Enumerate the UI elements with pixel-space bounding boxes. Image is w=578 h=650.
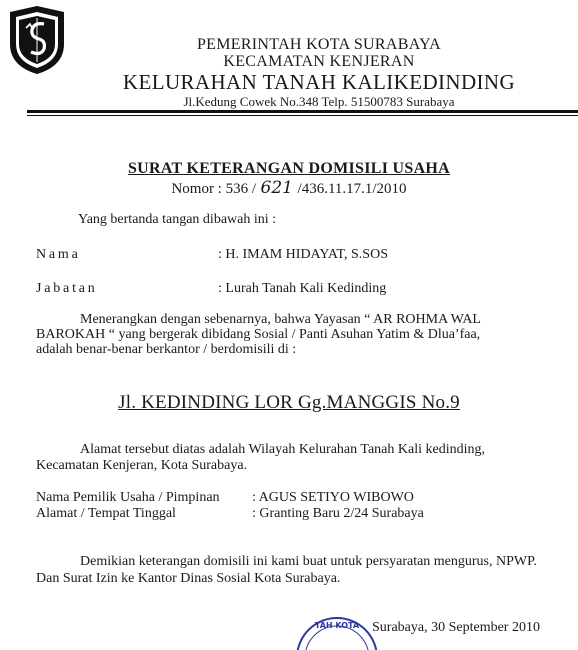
- nomor-prefix: Nomor : 536 /: [171, 181, 257, 197]
- surabaya-crest-icon: [6, 4, 68, 76]
- document-title: SURAT KETERANGAN DOMISILI USAHA: [127, 160, 451, 177]
- domicile-address: Jl. KEDINDING LOR Gg.MANGGIS No.9: [118, 392, 460, 413]
- paragraph-3: [36, 553, 537, 587]
- letterhead-address: Jl.Kedung Cowek No.348 Telp. 51500783 Surabaya: [183, 94, 455, 109]
- intro-text: Yang bertanda tangan dibawah ini :: [78, 212, 277, 227]
- signatory-position-value: : Lurah Tanah Kali Kedinding: [218, 281, 387, 296]
- paragraph-1-line: Menerangkan dengan sebenarnya, bahwa Yayasan “ AR ROHMA WAL: [80, 312, 481, 327]
- residence-value: : Granting Baru 2/24 Surabaya: [252, 506, 424, 521]
- letterhead-line3: KELURAHAN TANAH KALIKEDINDING: [122, 70, 516, 94]
- letterhead-rule-thin: [27, 115, 578, 116]
- paragraph-2: [36, 442, 485, 474]
- residence-label: Alamat / Tempat Tinggal: [36, 506, 176, 521]
- owner-label: Nama Pemilik Usaha / Pimpinan: [36, 490, 220, 505]
- paragraph-1-line: BAROKAH “ yang bergerak dibidang Sosial / Panti Asuhan Yatim & Dlua’faa,: [36, 327, 481, 342]
- official-stamp-icon: [292, 610, 382, 650]
- signatory-name-label: Nama: [36, 247, 81, 262]
- letterhead-rule-thick: [27, 110, 578, 113]
- signatory-position-label: Jabatan: [36, 281, 98, 296]
- letterhead-line1: PEMERINTAH KOTA SURABAYA: [196, 36, 442, 53]
- place-date: Surabaya, 30 September 2010: [372, 620, 540, 635]
- owner-value: : AGUS SETIYO WIBOWO: [252, 490, 414, 505]
- signatory-name-value: : H. IMAM HIDAYAT, S.SOS: [218, 247, 388, 262]
- nomor-handwritten: 621: [260, 178, 293, 198]
- letterhead-line2: KECAMATAN KENJERAN: [223, 53, 415, 70]
- document-number: [0, 178, 578, 198]
- paragraph-1: [36, 312, 536, 357]
- paragraph-3-line: Dan Surat Izin ke Kantor Dinas Sosial Kota Surabaya.: [36, 571, 341, 586]
- paragraph-3-line: Demikian keterangan domisili ini kami buat untuk persyaratan mengurus, NPWP.: [80, 554, 537, 569]
- stamp-text: TAH KOTA: [314, 621, 360, 630]
- paragraph-1-line: adalah benar-benar berkantor / berdomisili di :: [36, 342, 297, 357]
- paragraph-2-line: Kecamatan Kenjeran, Kota Surabaya.: [36, 458, 248, 473]
- paragraph-2-line: Alamat tersebut diatas adalah Wilayah Kelurahan Tanah Kali kedinding,: [80, 442, 485, 457]
- nomor-suffix: /436.11.17.1/2010: [297, 181, 407, 197]
